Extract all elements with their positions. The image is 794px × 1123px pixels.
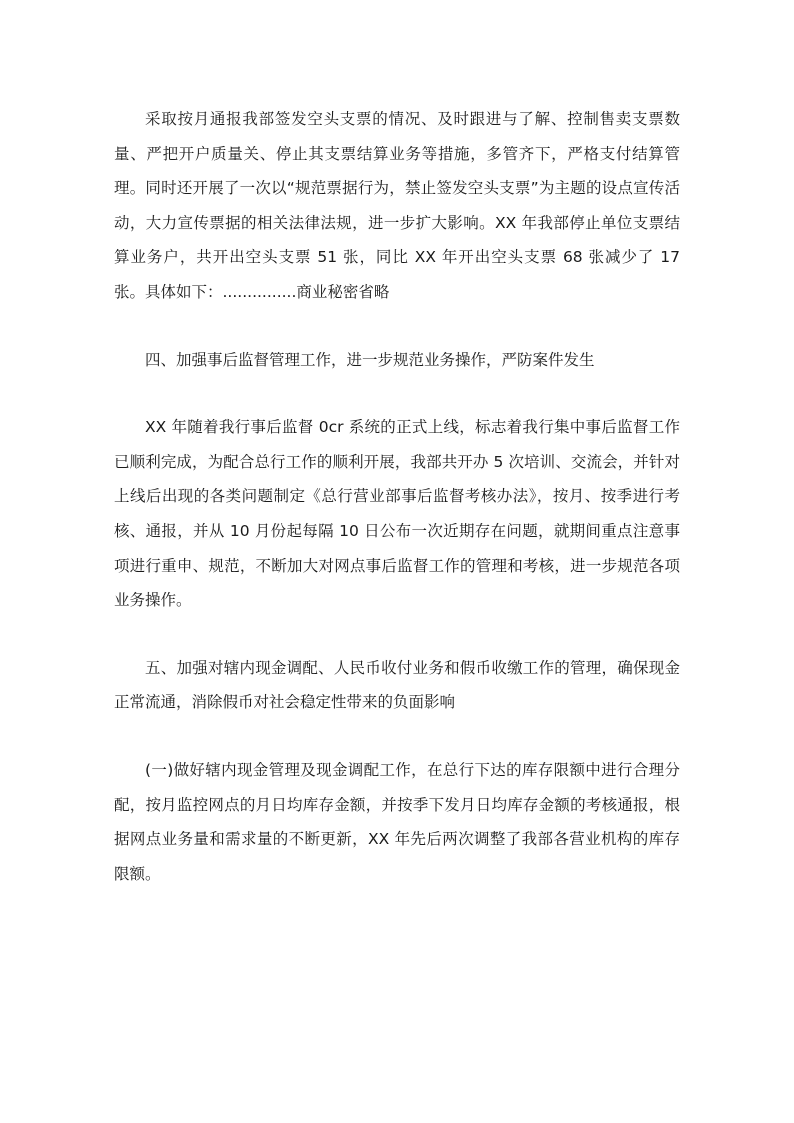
paragraph-post-supervision: XX 年随着我行事后监督 0cr 系统的正式上线，标志着我行集中事后监督工作已顺利完成，为配合总行工作的顺利开展，我部共开办 5 次培训、交流会，并针对上线后出现的各类问题制定《总行营业部事后监督考核办法》，按月、按季进行考核、通报，并从 10 月份起每隔 10 日公布一次近期存在问题，就期间重点注意事项进行重申、规范，不断加大对网点事后监督工作的管理和考核，进一步规范各项业务操作。: [114, 418, 680, 610]
paragraph-gap: [114, 720, 680, 753]
section-heading-five: 五、加强对辖内现金调配、人民币收付业务和假币收缴工作的管理，确保现金正常流通，消除假币对社会稳定性带来的负面影响: [114, 658, 680, 712]
paragraph-cash-management: (一)做好辖内现金管理及现金调配工作，在总行下达的库存限额中进行合理分配，按月监控网点的月日均库存金额，并按季下发月日均库存金额的考核通报，根据网点业务量和需求量的不断更新，XX 年先后两次调整了我部各营业机构的库存限额。: [114, 760, 680, 883]
paragraph-gap: [114, 377, 680, 410]
document-page: [114, 102, 680, 891]
section-heading-four: 四、加强事后监督管理工作，进一步规范业务操作，严防案件发生: [145, 350, 595, 369]
paragraph-gap: [114, 618, 680, 651]
paragraph-check-settlement: 采取按月通报我部签发空头支票的情况、及时跟进与了解、控制售卖支票数量、严把开户质量关、停止其支票结算业务等措施，多管齐下，严格支付结算管理。同时还开展了一次以“规范票据行为，禁止签发空头支票”为主题的设点宣传活动，大力宣传票据的相关法律法规，进一步扩大影响。XX 年我部停止单位支票结算业务户，共开出空头支票 51 张，同比 XX 年开出空头支票 68 张减少了 17 张。具体如下：...............商业秘密省略: [114, 110, 680, 301]
paragraph-gap: [114, 310, 680, 343]
